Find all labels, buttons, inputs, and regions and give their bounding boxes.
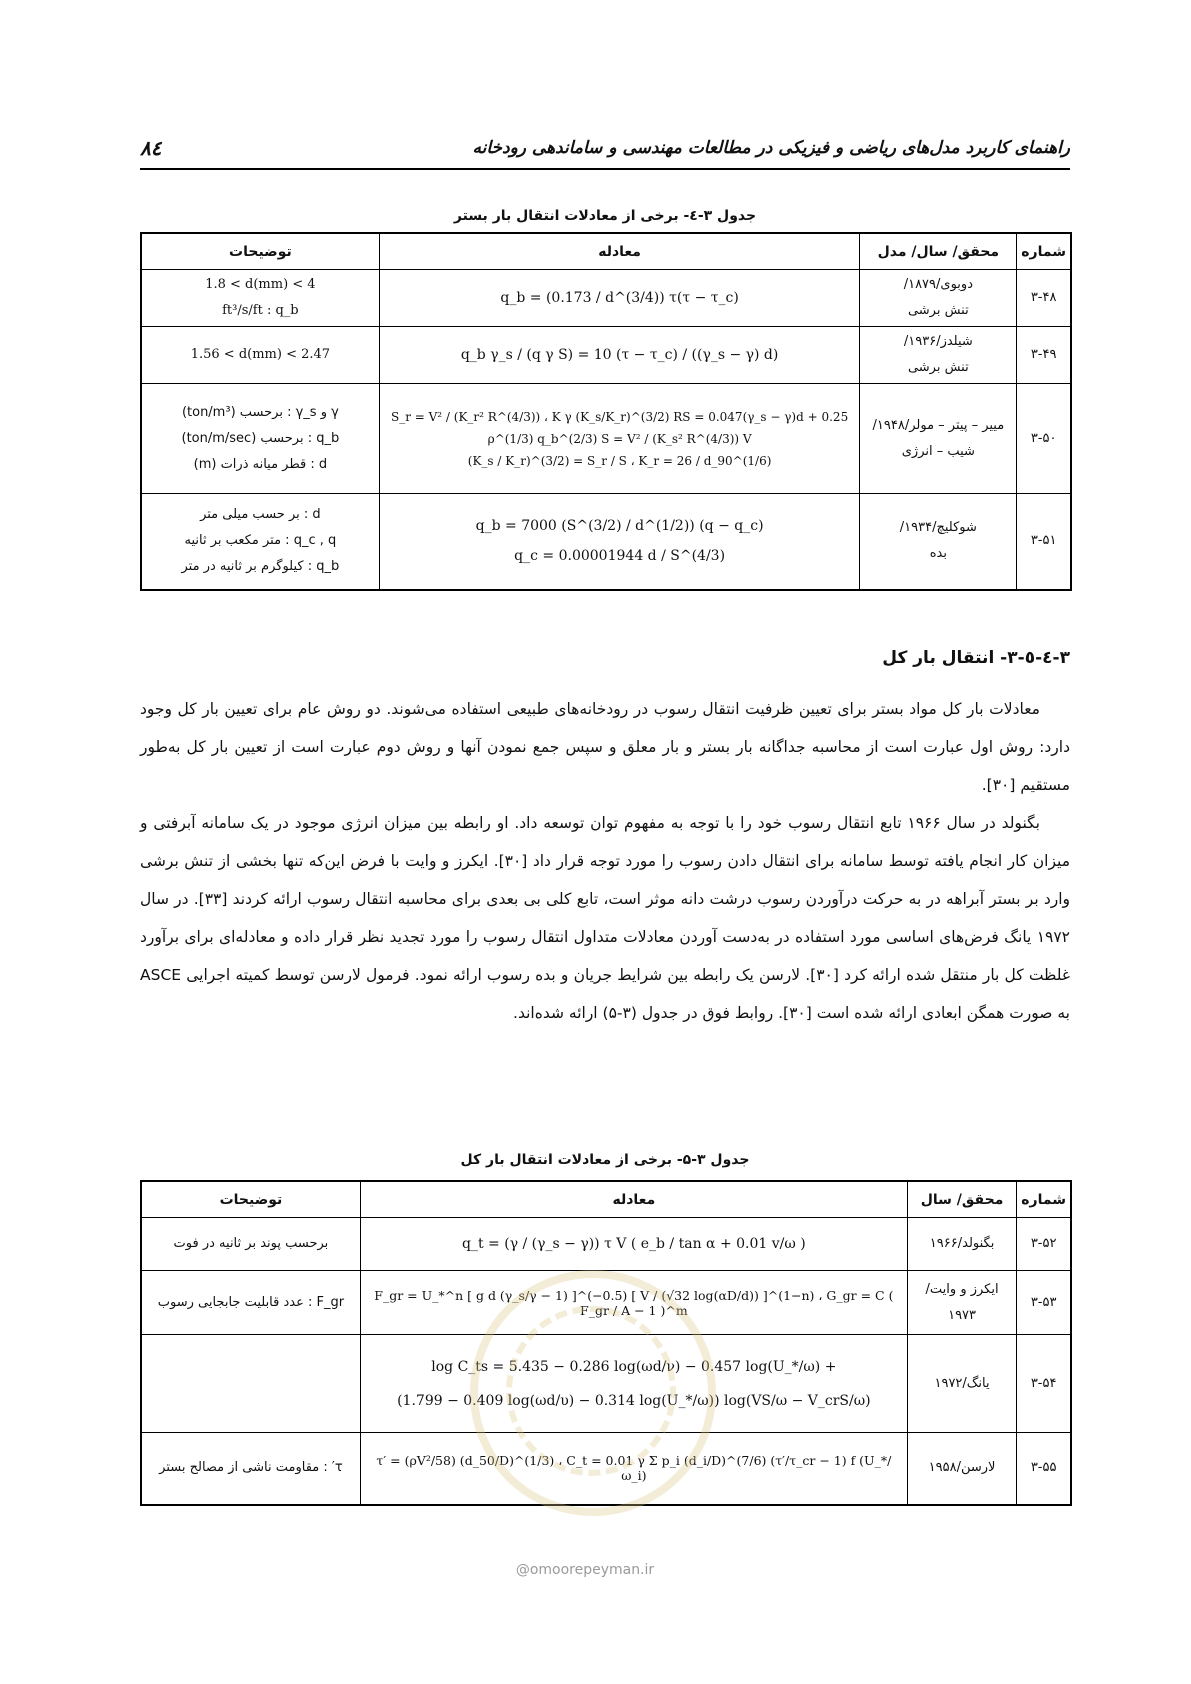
row-researcher: مییر – پیتر – مولر/۱۹۴۸/ شیب – انرژی: [860, 384, 1017, 494]
section-body: [140, 690, 1070, 1032]
header-desc: توضیحات: [141, 1181, 360, 1218]
row-equation: q_b γ_s / (q γ S) = 10 (τ − τ_c) / ((γ_s − γ) d): [379, 327, 860, 384]
row-desc: F_gr : عدد قابلیت جابجایی رسوب: [141, 1271, 360, 1335]
row-num: ۳-۴۹: [1017, 327, 1071, 384]
table-row: [141, 1218, 1071, 1271]
table1-caption: جدول ۳-٤- برخی از معادلات انتقال بار بستر: [453, 208, 757, 224]
header-num: شماره: [1017, 233, 1071, 270]
running-title: راهنمای کاربرد مدل‌های ریاضی و فیزیکی در مطالعات مهندسی و ساماندهی رودخانه: [472, 138, 1070, 158]
row-num: ۳-۵۰: [1017, 384, 1071, 494]
bedload-table: [140, 232, 1072, 591]
row-researcher: دوبوی/۱۸۷۹/ تنش برشی: [860, 270, 1017, 327]
row-equation: log C_ts = 5.435 − 0.286 log(ωd/ν) − 0.457 log(U_*/ω) + (1.799 − 0.409 log(ωd/υ) − 0.314 log(U_*/ω)) log(VS/ω − V_crS/ω): [360, 1335, 907, 1433]
row-desc: d : بر حسب میلی متر q_c , q : متر مکعب بر ثانیه q_b : کیلوگرم بر ثانیه در متر: [141, 494, 379, 590]
table-row: [141, 494, 1071, 590]
page-number: ۸٤: [140, 136, 162, 160]
row-researcher: ایکرز و وایت/۱۹۷۳: [907, 1271, 1016, 1335]
row-desc: برحسب پوند بر ثانیه در فوت: [141, 1218, 360, 1271]
table-row: [141, 1433, 1071, 1505]
table-header-row: [141, 233, 1071, 270]
row-equation: S_r = V² / (K_r² R^(4/3)) ، K γ (K_s/K_r)^(3/2) RS = 0.047(γ_s − γ)d + 0.25 ρ^(1/3) q_b^(2/3) S = V² / (K_s² R^(4/3)) V (K_s / K_r)^(3/2) = S_r / S ، K_r = 26 / d_90^(1/6): [379, 384, 860, 494]
table-row: [141, 1335, 1071, 1433]
paragraph: معادلات بار کل مواد بستر برای تعیین ظرفیت انتقال رسوب در رودخانه‌های طبیعی استفاده می‌شوند. دو روش عام برای تعیین بار کل وجود دارد: روش اول عبارت است از محاسبه جداگانه بار بستر و بار معلق و سپس جمع نمودن آنها و روش دوم عبارت است از تعیین بار کل به‌طور مستقیم [۳۰].: [140, 700, 1070, 794]
row-num: ۳-۵۳: [1017, 1271, 1071, 1335]
row-desc: γ و γ_s : برحسب (ton/m³) q_b : برحسب (ton/m/sec) d : قطر میانه ذرات (m): [141, 384, 379, 494]
row-equation: τ′ = (ρV²/58) (d_50/D)^(1/3) ، C_t = 0.01 γ Σ p_i (d_i/D)^(7/6) (τ′/τ_cr − 1) f (U_*/ω_i): [360, 1433, 907, 1505]
row-researcher: یانگ/۱۹۷۲: [907, 1335, 1016, 1433]
row-equation: q_t = (γ / (γ_s − γ)) τ V ( e_b / tan α + 0.01 v/ω ): [360, 1218, 907, 1271]
header-researcher: محقق/ سال: [907, 1181, 1016, 1218]
section-heading: ۳-٤-٥-۳- انتقال بار کل: [882, 648, 1070, 668]
row-desc: 1.8 < d(mm) < 4 ft³/s/ft : q_b: [141, 270, 379, 327]
table-row: [141, 384, 1071, 494]
row-desc: τ′ : مقاومت ناشی از مصالح بستر: [141, 1433, 360, 1505]
row-desc: 1.56 < d(mm) < 2.47: [141, 327, 379, 384]
header-researcher: محقق/ سال/ مدل: [860, 233, 1017, 270]
row-researcher: بگنولد/۱۹۶۶: [907, 1218, 1016, 1271]
row-desc: [141, 1335, 360, 1433]
header-equation: معادله: [360, 1181, 907, 1218]
row-num: ۳-۴۸: [1017, 270, 1071, 327]
paragraph: بگنولد در سال ۱۹۶۶ تابع انتقال رسوب خود را با توجه به مفهوم توان توسعه داد. او رابطه بین میزان انرژی موجود در یک سامانه آبرفتی و میزان کار انجام یافته توسط سامانه برای انتقال دادن رسوب را مورد توجه قرار داد [۳۰]. ایکرز و وایت با فرض این‌که تنها بخشی از تنش برشی وارد بر بستر آبراهه در به حرکت درآوردن رسوب درشت دانه موثر است، تابع کلی بی بعدی برای محاسبه انتقال رسوب ارائه کردند [۳۳]. در سال ۱۹۷۲ یانگ فرض‌های اساسی مورد استفاده در به‌دست آوردن معادلات متداول انتقال رسوب را مورد تجدید نظر قرار داده و معادله‌ای برای برآورد غلظت کل بار منتقل شده ارائه کرد [۳۰]. لارسن یک رابطه بین شرایط جریان و بده رسوب ارائه نمود. فرمول لارسن توسط کمیته اجرایی ASCE به صورت همگن ابعادی ارائه شده است [۳۰]. روابط فوق در جدول (۳-۵) ارائه شده‌اند.: [140, 814, 1071, 1022]
table2-caption: جدول ۳-۵- برخی از معادلات انتقال بار کل: [460, 1152, 750, 1168]
row-equation: q_b = (0.173 / d^(3/4)) τ(τ − τ_c): [379, 270, 860, 327]
totalload-table: [140, 1180, 1072, 1506]
row-researcher: شوکلیچ/۱۹۳۴/ بده: [860, 494, 1017, 590]
header-desc: توضیحات: [141, 233, 379, 270]
row-researcher: لارسن/۱۹۵۸: [907, 1433, 1016, 1505]
watermark-text: @omoorepeyman.ir: [515, 1562, 655, 1578]
table-row: [141, 327, 1071, 384]
row-num: ۳-۵۲: [1017, 1218, 1071, 1271]
row-researcher: شیلدز/۱۹۳۶/ تنش برشی: [860, 327, 1017, 384]
table-row: [141, 1271, 1071, 1335]
row-num: ۳-۵۱: [1017, 494, 1071, 590]
header-num: شماره: [1017, 1181, 1071, 1218]
page-header: [140, 128, 1070, 170]
row-num: ۳-۵۵: [1017, 1433, 1071, 1505]
row-equation: F_gr = U_*^n [ g d (γ_s/γ − 1) ]^(−0.5) [ V / (√32 log(αD/d)) ]^(1−n) ، G_gr = C ( F_gr / A − 1 )^m: [360, 1271, 907, 1335]
table-row: [141, 270, 1071, 327]
header-equation: معادله: [379, 233, 860, 270]
row-equation: q_b = 7000 (S^(3/2) / d^(1/2)) (q − q_c) q_c = 0.00001944 d / S^(4/3): [379, 494, 860, 590]
row-num: ۳-۵۴: [1017, 1335, 1071, 1433]
table-header-row: [141, 1181, 1071, 1218]
